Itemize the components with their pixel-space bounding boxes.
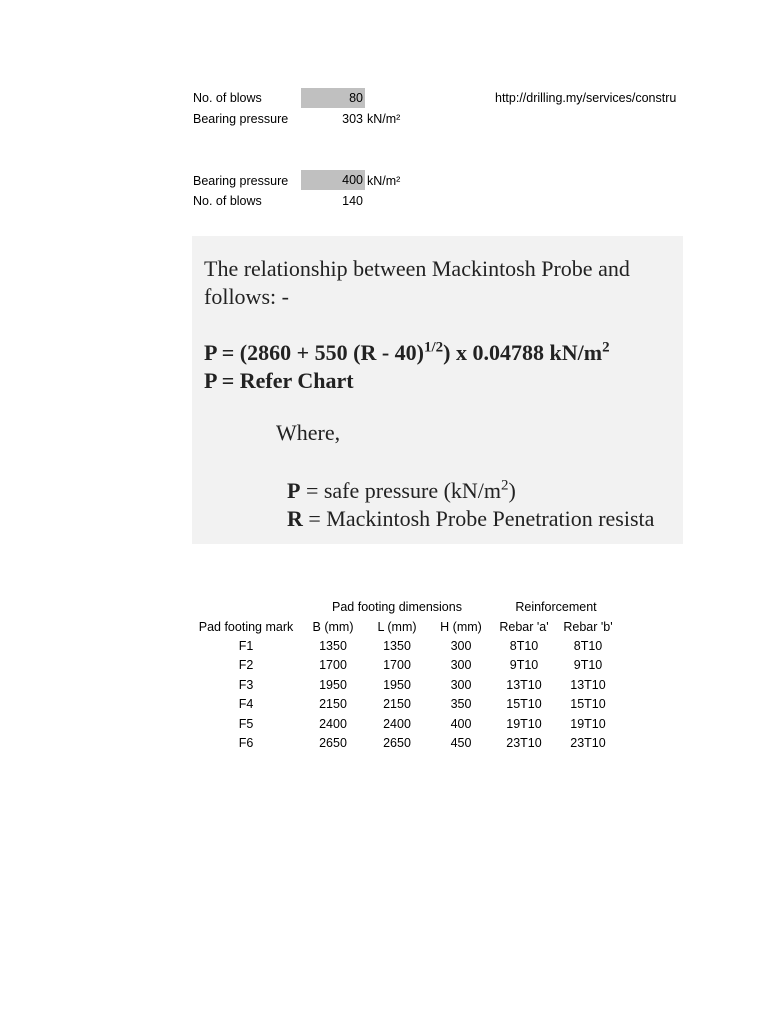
table-cell-rebar-a: 13T10 xyxy=(506,677,542,692)
table-header-l: L (mm) xyxy=(377,620,417,634)
table-cell-rebar-b: 15T10 xyxy=(570,697,606,712)
pressure-unit-1: kN/m² xyxy=(367,112,401,126)
table-cell-mark: F4 xyxy=(238,697,254,712)
table-cell-rebar-a: 9T10 xyxy=(509,658,539,673)
pressure-input-cell[interactable]: 400 xyxy=(301,170,365,190)
formula-equation-1: P = (2860 + 550 (R - 40)$^{1/2}$) x 0.04788 $kN/m^2$ xyxy=(204,339,610,365)
table-cell-rebar-b: 19T10 xyxy=(570,716,606,731)
table-cell-h: 450 xyxy=(450,736,472,750)
pressure-label-1: Bearing pressure xyxy=(193,112,289,126)
formula-image xyxy=(192,236,683,544)
table-cell-h: 300 xyxy=(450,639,472,653)
table-group-dimensions: Pad footing dimensions xyxy=(332,600,462,614)
pressure-unit-2: kN/m² xyxy=(367,174,401,188)
table-cell-h: 300 xyxy=(450,658,472,673)
table-header-h: H (mm) xyxy=(440,620,482,634)
blows-value-2: 140 xyxy=(342,194,363,208)
table-cell-mark: F1 xyxy=(238,639,254,653)
table-cell-rebar-a: 8T10 xyxy=(509,639,539,653)
table-header-rebar-b: Rebar 'b' xyxy=(563,620,613,634)
formula-intro-line-1: The relationship between Mackintosh Probe and xyxy=(204,256,630,281)
table-cell-rebar-b: 13T10 xyxy=(570,677,606,692)
formula-equation-2: P = Refer Chart xyxy=(204,368,354,393)
formula-r-definition: R = Mackintosh Probe Penetration resista xyxy=(287,506,655,531)
blows-input-cell[interactable]: 80 xyxy=(301,88,365,108)
table-cell-h: 350 xyxy=(450,697,472,712)
table-cell-b: 1950 xyxy=(319,677,347,692)
table-cell-rebar-a: 23T10 xyxy=(506,736,542,750)
table-cell-b: 2650 xyxy=(319,736,347,750)
table-cell-rebar-a: 15T10 xyxy=(506,697,542,712)
table-cell-mark: F5 xyxy=(238,716,254,731)
table-cell-rebar-a: 19T10 xyxy=(506,716,542,731)
table-cell-b: 1700 xyxy=(319,658,347,673)
table-cell-b: 2150 xyxy=(319,697,347,712)
table-header-rebar-a: Rebar 'a' xyxy=(499,620,549,634)
reference-url[interactable]: http://drilling.my/services/constru xyxy=(495,91,677,105)
formula-where: Where, xyxy=(276,420,341,445)
table-cell-l: 2650 xyxy=(383,736,411,750)
table-cell-l: 2150 xyxy=(383,697,411,712)
table-cell-b: 1350 xyxy=(319,639,347,653)
table-cell-mark: F6 xyxy=(238,736,254,750)
table-cell-rebar-b: 23T10 xyxy=(570,736,606,750)
table-cell-b: 2400 xyxy=(319,716,347,731)
table-cell-mark: F2 xyxy=(238,658,254,673)
table-cell-h: 400 xyxy=(450,716,472,731)
table-group-reinforcement: Reinforcement xyxy=(515,600,597,614)
table-cell-mark: F3 xyxy=(238,677,254,692)
blows-label-2: No. of blows xyxy=(193,194,262,208)
table-cell-rebar-b: 9T10 xyxy=(573,658,603,673)
formula-intro-line-2: follows: - xyxy=(204,284,289,309)
table-cell-l: 1700 xyxy=(383,658,411,673)
formula-p-definition: P = safe pressure $(kN/m^2)$ xyxy=(287,477,516,503)
table-cell-rebar-b: 8T10 xyxy=(573,639,603,653)
table-header-b: B (mm) xyxy=(312,620,354,634)
pressure-value-1: 303 xyxy=(342,112,363,126)
table-cell-l: 2400 xyxy=(383,716,411,731)
blows-label-1: No. of blows xyxy=(193,91,262,105)
table-header-mark: Pad footing mark xyxy=(198,620,294,634)
pressure-label-2: Bearing pressure xyxy=(193,174,289,188)
table-cell-l: 1950 xyxy=(383,677,411,692)
table-cell-h: 300 xyxy=(450,677,472,692)
table-cell-l: 1350 xyxy=(383,639,411,653)
